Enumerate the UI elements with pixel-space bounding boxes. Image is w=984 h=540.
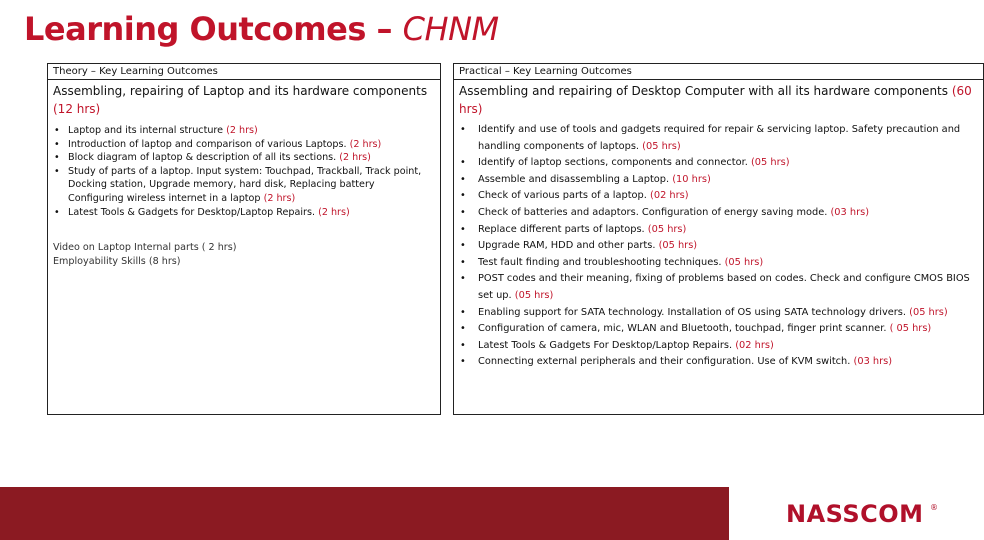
item-text: Laptop and its internal structure [68, 125, 224, 136]
item-hours: (2 hrs) [339, 152, 371, 164]
theory-notes [53, 241, 440, 268]
list-item [68, 138, 432, 152]
practical-subhead-hours: (60 hrs) [459, 84, 972, 116]
page-title [24, 10, 499, 48]
item-text: Latest Tools & Gadgets For Desktop/Laptop Repairs. [478, 339, 733, 351]
item-hours: (05 hrs) [724, 256, 764, 268]
item-text: Assemble and disassembling a Laptop. [478, 173, 670, 185]
theory-subhead-hours: (12 hrs) [53, 102, 101, 116]
item-text: Latest Tools & Gadgets for Desktop/Laptop Repairs. [68, 206, 316, 218]
practical-list [454, 122, 983, 371]
list-item [478, 305, 975, 322]
title-main: Learning Outcomes – [24, 10, 393, 48]
item-hours: (10 hrs) [672, 173, 711, 185]
item-hours: (2 hrs) [318, 206, 350, 218]
item-text: Identify of laptop sections, components and connector. [478, 157, 748, 169]
theory-column [47, 63, 441, 415]
theory-subhead [48, 80, 440, 118]
title-course-code: CHNM [402, 10, 499, 48]
list-item [478, 222, 975, 239]
item-hours: (02 hrs) [650, 190, 689, 202]
item-hours: (05 hrs) [658, 240, 698, 252]
item-hours: (05 hrs) [514, 289, 554, 301]
item-hours: (02 hrs) [735, 339, 774, 351]
list-item [478, 271, 975, 304]
list-item [478, 354, 975, 371]
list-item [478, 321, 975, 338]
item-text: Study of parts of a laptop. Input system: Touchpad, Trackball, Track point, Docking station, Upgrade memory, hard disk, Replacing battery Configuring wireless internet in a laptop [68, 165, 422, 204]
item-text: Identify and use of tools and gadgets required for repair & servicing laptop. Safety precaution and handling components of laptops. [478, 124, 961, 152]
item-hours: (05 hrs) [642, 140, 681, 152]
item-text: Enabling support for SATA technology. Installation of OS using SATA technology drivers. [478, 306, 907, 318]
item-text: Upgrade RAM, HDD and other parts. [478, 240, 656, 252]
theory-header: Theory – Key Learning Outcomes [47, 63, 441, 80]
practical-subhead [454, 80, 983, 118]
list-item [478, 188, 975, 205]
nasscom-logo: NASSCOM [786, 500, 924, 528]
list-item [68, 124, 432, 138]
item-text: Check of various parts of a laptop. [478, 190, 647, 202]
item-text: Block diagram of laptop & description of all its sections. [68, 152, 337, 164]
list-item [478, 238, 975, 255]
item-hours: (05 hrs) [750, 157, 790, 169]
note-line: Video on Laptop Internal parts ( 2 hrs) [53, 242, 237, 254]
list-item [478, 205, 975, 222]
list-item [478, 172, 975, 189]
theory-body [47, 80, 441, 415]
item-hours: (2 hrs) [349, 138, 382, 150]
item-text: Check of batteries and adaptors. Configuration of energy saving mode. [478, 206, 828, 218]
list-item [478, 155, 975, 172]
list-item [478, 338, 975, 355]
practical-subhead-text: Assembling and repairing of Desktop Computer with all its hardware components [459, 84, 948, 98]
theory-subhead-text: Assembling, repairing of Laptop and its hardware components [53, 84, 428, 98]
item-text: POST codes and their meaning, fixing of problems based on codes. Check and configure CMOS BIOS set up. [478, 273, 970, 301]
practical-body [453, 80, 984, 415]
item-text: Introduction of laptop and comparison of various Laptops. [68, 138, 347, 150]
item-hours: (2 hrs) [226, 125, 258, 136]
item-text: Test fault finding and troubleshooting techniques. [478, 256, 722, 268]
item-text: Connecting external peripherals and their configuration. Use of KVM switch. [478, 356, 851, 368]
item-text: Configuration of camera, mic, WLAN and Bluetooth, touchpad, finger print scanner. [478, 323, 887, 335]
item-hours: (05 hrs) [647, 223, 687, 235]
item-hours: (2 hrs) [263, 192, 296, 204]
note-line: Employability Skills (8 hrs) [53, 255, 181, 267]
item-hours: (03 hrs) [830, 206, 870, 218]
list-item [68, 151, 432, 165]
practical-column [453, 63, 972, 415]
list-item [478, 122, 975, 155]
list-item [68, 206, 432, 220]
list-item [478, 255, 975, 272]
theory-list [48, 124, 440, 219]
registered-mark: ® [930, 503, 938, 512]
practical-header: Practical – Key Learning Outcomes [453, 63, 984, 80]
footer-bar [0, 487, 729, 540]
item-text: Replace different parts of laptops. [478, 223, 645, 235]
item-hours: (05 hrs) [909, 306, 948, 318]
list-item [68, 165, 432, 206]
item-hours: ( 05 hrs) [889, 323, 932, 335]
item-hours: (03 hrs) [853, 356, 893, 368]
